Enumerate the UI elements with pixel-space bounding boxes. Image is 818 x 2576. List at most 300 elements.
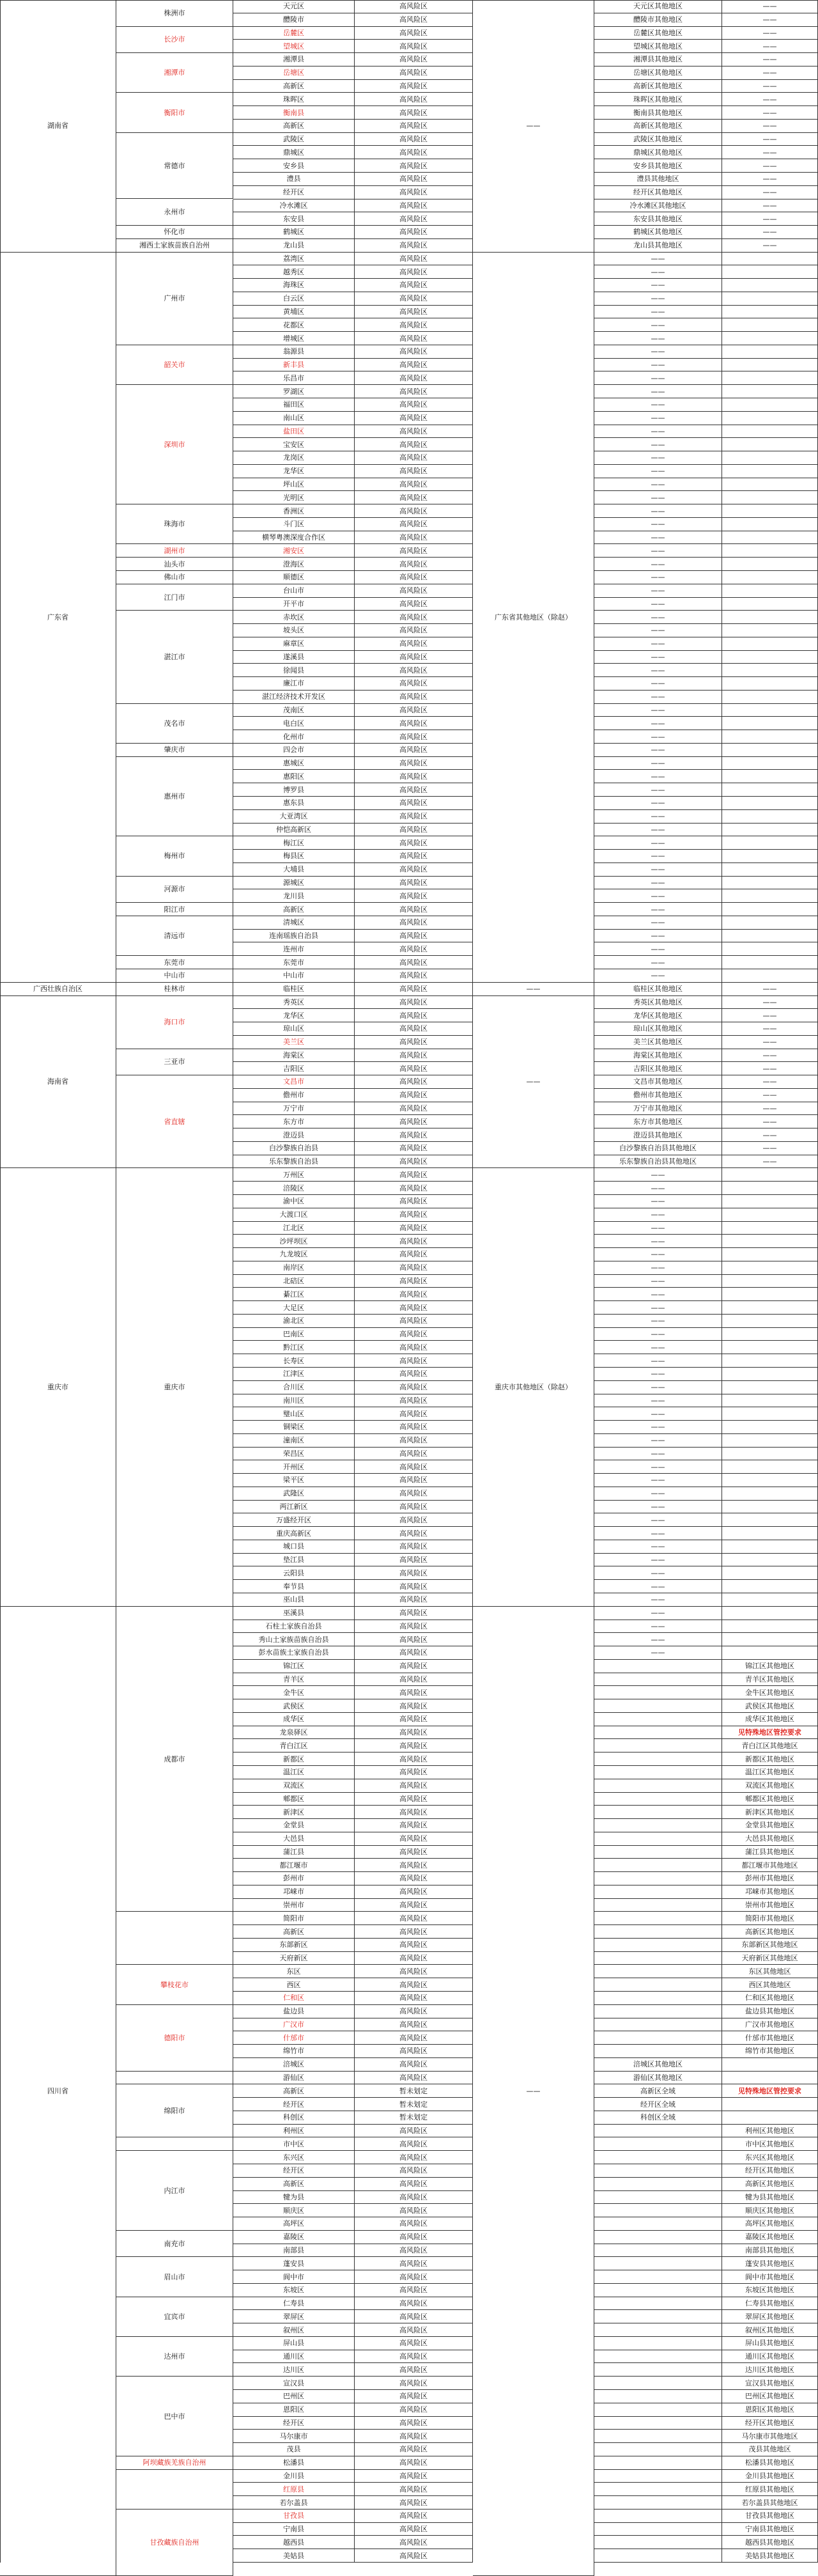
table-cell: ——	[722, 983, 818, 996]
table-cell: 化州市	[233, 730, 355, 744]
table-cell: 郫都区	[233, 1793, 355, 1806]
empty-cell	[722, 810, 818, 824]
table-cell: 海南省	[0, 996, 116, 1169]
empty-cell	[594, 2284, 722, 2297]
table-cell: 巴中市	[116, 2377, 233, 2456]
table-cell: 天元区	[233, 0, 355, 13]
table-cell: 高风险区	[355, 889, 473, 903]
table-cell: 临桂区其他地区	[594, 983, 722, 996]
table-cell: 珠晖区	[233, 93, 355, 106]
table-cell: ——	[594, 664, 722, 677]
table-cell: 松潘县	[233, 2456, 355, 2470]
table-cell: 暂未划定	[355, 2111, 473, 2125]
table-cell: 高风险区	[355, 1713, 473, 1726]
table-cell: ——	[594, 1275, 722, 1288]
table-cell: 高风险区	[355, 2204, 473, 2217]
table-cell: 高风险区	[355, 2470, 473, 2483]
table-cell: 高风险区	[355, 1513, 473, 1527]
empty-cell	[722, 1487, 818, 1501]
empty-cell	[722, 624, 818, 637]
table-cell: 武陵区	[233, 133, 355, 146]
table-cell: 高风险区	[355, 1155, 473, 1169]
table-cell: 高风险区	[355, 2430, 473, 2443]
table-cell: 湘安区	[233, 544, 355, 558]
table-cell: 见特殊地区管控要求	[722, 1726, 818, 1740]
table-cell: ——	[594, 265, 722, 279]
empty-cell	[722, 797, 818, 810]
empty-cell	[722, 1646, 818, 1660]
table-cell: 北碚区	[233, 1275, 355, 1288]
table-cell: ——	[594, 1222, 722, 1235]
table-cell: ——	[594, 717, 722, 730]
table-cell: 万盛经开区	[233, 1513, 355, 1527]
table-cell: ——	[594, 279, 722, 292]
table-cell: ——	[594, 770, 722, 783]
table-cell: 秀英区其他地区	[594, 996, 722, 1010]
table-cell: 大邑县	[233, 1832, 355, 1846]
table-cell: 高风险区	[355, 2549, 473, 2563]
empty-cell	[722, 1248, 818, 1261]
table-cell: 高风险区	[355, 2031, 473, 2045]
table-cell: 广汉市	[233, 2018, 355, 2032]
table-cell: 高风险区	[355, 770, 473, 783]
table-cell: 高风险区	[355, 1288, 473, 1301]
empty-cell	[722, 1554, 818, 1567]
table-cell: 高风险区	[355, 1819, 473, 1832]
table-cell: 甘孜县	[233, 2510, 355, 2523]
table-cell: 高新区其他地区	[594, 80, 722, 93]
table-cell: ——	[594, 345, 722, 359]
table-cell: ——	[594, 558, 722, 571]
table-cell: 沙坪坝区	[233, 1235, 355, 1248]
table-cell: 双流区	[233, 1779, 355, 1793]
table-cell: 渝中区	[233, 1195, 355, 1208]
empty-cell	[722, 1182, 818, 1195]
table-cell: 高风险区	[355, 1208, 473, 1222]
table-cell: 高风险区	[355, 2456, 473, 2470]
table-cell: ——	[722, 173, 818, 186]
table-cell: 高风险区	[355, 877, 473, 890]
table-cell: 茂南区	[233, 704, 355, 717]
table-cell: 广东省其他地区（除赵）	[473, 253, 594, 983]
table-cell: ——	[594, 611, 722, 624]
table-cell: 广西壮族自治区	[0, 983, 116, 996]
table-cell: 高风险区	[355, 159, 473, 173]
table-cell: 高风险区	[355, 1474, 473, 1487]
table-cell: 高风险区	[355, 2323, 473, 2337]
table-cell: 高风险区	[355, 691, 473, 704]
table-cell: 青羊区其他地区	[722, 1673, 818, 1687]
table-cell: 蒲江县	[233, 1846, 355, 1859]
table-cell: ——	[473, 996, 594, 1169]
table-cell: 醴陵市	[233, 13, 355, 27]
table-cell: 高风险区	[355, 1301, 473, 1315]
table-cell: 斗门区	[233, 518, 355, 531]
table-cell: 梅州市	[116, 836, 233, 876]
table-cell: 新丰县	[233, 359, 355, 372]
table-cell: 高风险区	[355, 2483, 473, 2496]
table-cell: 宝安区	[233, 438, 355, 451]
table-cell: 高风险区	[355, 664, 473, 677]
table-cell: 高风险区	[355, 1620, 473, 1634]
empty-cell	[722, 571, 818, 584]
table-cell: ——	[594, 491, 722, 504]
table-cell: 高风险区	[355, 2072, 473, 2085]
table-cell: 秀山土家族苗族自治县	[233, 1633, 355, 1646]
table-cell: 株洲市	[116, 0, 233, 27]
empty-cell	[722, 1381, 818, 1394]
table-cell: 台山市	[233, 584, 355, 598]
empty-cell	[722, 253, 818, 266]
table-cell: ——	[722, 13, 818, 27]
table-cell: 高风险区	[355, 1394, 473, 1408]
table-cell: 叙州区其他地区	[722, 2323, 818, 2337]
table-cell: 垫江县	[233, 1554, 355, 1567]
table-cell: 红原县其他地区	[722, 2483, 818, 2496]
empty-cell	[722, 717, 818, 730]
table-cell: 高风险区	[355, 1965, 473, 1978]
table-cell: 高风险区	[355, 199, 473, 213]
table-cell: 东方市	[233, 1115, 355, 1128]
table-cell: 中山市	[116, 969, 233, 983]
table-cell: 高风险区	[355, 1062, 473, 1075]
empty-cell	[722, 1195, 818, 1208]
table-cell: 高风险区	[355, 1646, 473, 1660]
table-cell: 高风险区	[355, 956, 473, 969]
table-cell: 高风险区	[355, 2058, 473, 2072]
empty-cell	[722, 863, 818, 877]
table-cell: 西区其他地区	[722, 1978, 818, 1992]
table-cell: ——	[722, 159, 818, 173]
table-cell: 巴州区其他地区	[722, 2390, 818, 2403]
table-cell: 长沙市	[116, 27, 233, 54]
table-cell: 东兴区其他地区	[722, 2151, 818, 2164]
empty-cell	[722, 345, 818, 359]
empty-cell	[722, 292, 818, 306]
empty-cell	[722, 371, 818, 385]
table-cell: 高风险区	[355, 451, 473, 465]
table-cell: 岳塘区	[233, 66, 355, 80]
table-cell: 仁和区	[233, 1992, 355, 2005]
table-cell: 龙川县	[233, 889, 355, 903]
table-cell: 高风险区	[355, 983, 473, 996]
table-cell: 湖南省	[0, 0, 116, 253]
empty-cell	[722, 531, 818, 545]
table-cell: 白云区	[233, 292, 355, 306]
table-cell: 高风险区	[355, 93, 473, 106]
empty-cell	[722, 916, 818, 930]
table-cell: 光明区	[233, 491, 355, 504]
table-cell: 通川区	[233, 2350, 355, 2364]
table-cell: 高风险区	[355, 1168, 473, 1182]
table-cell: ——	[722, 1062, 818, 1075]
table-cell: 东区	[233, 1965, 355, 1978]
table-cell: ——	[722, 66, 818, 80]
table-cell: ——	[473, 1607, 594, 2576]
empty-cell	[594, 1992, 722, 2005]
table-cell: 海口市	[116, 996, 233, 1049]
table-cell: 阆中市其他地区	[722, 2270, 818, 2284]
table-cell: 巴州区	[233, 2390, 355, 2403]
table-cell: 天府新区其他地区	[722, 1952, 818, 1965]
table-cell: ——	[594, 863, 722, 877]
empty-cell	[722, 1222, 818, 1235]
table-cell: 乐东黎族自治县	[233, 1155, 355, 1169]
table-cell: ——	[594, 1368, 722, 1381]
table-cell: 高风险区	[355, 279, 473, 292]
table-cell: 经开区	[233, 2417, 355, 2430]
table-cell: 龙华区其他地区	[594, 1009, 722, 1022]
table-cell: 游仙区	[233, 2072, 355, 2085]
table-cell: 白沙黎族自治县	[233, 1142, 355, 1155]
empty-cell	[722, 2072, 818, 2085]
empty-cell	[722, 1580, 818, 1593]
table-cell: 高风险区	[355, 1779, 473, 1793]
table-cell: ——	[594, 969, 722, 983]
table-cell: 赤坎区	[233, 611, 355, 624]
table-cell: 高风险区	[355, 13, 473, 27]
table-cell: 高风险区	[355, 797, 473, 810]
table-cell: 巴南区	[233, 1328, 355, 1341]
table-cell: 高风险区	[355, 824, 473, 837]
table-cell: 仲恺高新区	[233, 824, 355, 837]
table-cell: 高风险区	[355, 1660, 473, 1673]
table-cell: 邛崃市其他地区	[722, 1885, 818, 1899]
empty-cell	[722, 664, 818, 677]
empty-cell	[722, 425, 818, 439]
empty-cell	[722, 1633, 818, 1646]
table-cell: 高风险区	[355, 916, 473, 930]
table-cell: ——	[594, 478, 722, 492]
table-cell: ——	[722, 0, 818, 13]
table-cell: ——	[594, 1460, 722, 1474]
table-cell: 高风险区	[355, 757, 473, 770]
empty-cell	[722, 1593, 818, 1607]
table-cell: 高风险区	[355, 173, 473, 186]
table-cell: 茂县	[233, 2443, 355, 2456]
table-cell: 綦江区	[233, 1288, 355, 1301]
empty-cell	[722, 930, 818, 943]
table-cell: 高风险区	[355, 2510, 473, 2523]
empty-cell	[594, 2204, 722, 2217]
empty-cell	[722, 744, 818, 757]
table-cell: 金堂县其他地区	[722, 1819, 818, 1832]
table-cell: ——	[722, 120, 818, 133]
table-cell: 高风险区	[355, 120, 473, 133]
empty-cell	[722, 611, 818, 624]
table-cell: 温江区其他地区	[722, 1766, 818, 1779]
table-cell: ——	[594, 1513, 722, 1527]
table-cell: 锦江区	[233, 1660, 355, 1673]
empty-cell	[722, 969, 818, 983]
table-cell: 清远市	[116, 916, 233, 956]
table-cell: 高新区其他地区	[722, 1925, 818, 1939]
table-cell: 高风险区	[355, 504, 473, 518]
table-cell: ——	[594, 1354, 722, 1368]
table-cell: 高风险区	[355, 2178, 473, 2191]
table-cell: ——	[722, 996, 818, 1010]
table-cell: 屏山县其他地区	[722, 2337, 818, 2350]
table-cell: 衡南县	[233, 106, 355, 120]
table-cell: ——	[594, 744, 722, 757]
empty-cell	[722, 704, 818, 717]
table-cell: ——	[722, 1115, 818, 1128]
table-cell: 鹤城区	[233, 226, 355, 239]
table-cell: 高风险区	[355, 611, 473, 624]
table-cell: ——	[594, 425, 722, 439]
table-cell: 秀英区	[233, 996, 355, 1010]
table-cell: 横琴粤澳深度合作区	[233, 531, 355, 545]
empty-cell	[594, 2244, 722, 2258]
table-cell: 高风险区	[355, 398, 473, 412]
table-cell: 白沙黎族自治县其他地区	[594, 1142, 722, 1155]
table-cell: ——	[594, 544, 722, 558]
table-cell: 高风险区	[355, 2270, 473, 2284]
table-cell: 高风险区	[355, 1978, 473, 1992]
empty-cell	[722, 1527, 818, 1540]
table-cell: 涪陵区	[233, 1182, 355, 1195]
table-cell: 东坡区	[233, 2284, 355, 2297]
table-cell: ——	[594, 465, 722, 478]
table-cell: ——	[722, 186, 818, 199]
table-cell: 高风险区	[355, 412, 473, 425]
table-cell: 荣昌区	[233, 1448, 355, 1461]
table-cell: 经开区	[233, 186, 355, 199]
table-cell: ——	[594, 836, 722, 850]
table-cell: 经开区其他地区	[722, 2417, 818, 2430]
table-cell: 衡阳市	[116, 93, 233, 132]
table-cell: 高风险区	[355, 1633, 473, 1646]
empty-cell	[722, 651, 818, 664]
empty-cell	[722, 956, 818, 969]
table-cell: 美兰区	[233, 1036, 355, 1049]
table-cell: 巫山县	[233, 1593, 355, 1607]
empty-cell	[722, 465, 818, 478]
table-cell: 成华区其他地区	[722, 1713, 818, 1726]
empty-cell	[594, 1859, 722, 1872]
table-cell: ——	[722, 199, 818, 213]
table-cell: 高风险区	[355, 930, 473, 943]
empty-cell	[594, 2151, 722, 2164]
table-cell: ——	[594, 1182, 722, 1195]
table-cell: 南川区	[233, 1394, 355, 1408]
table-cell: 高风险区	[355, 1022, 473, 1036]
table-cell: 高风险区	[355, 584, 473, 598]
table-cell: 翠屏区	[233, 2310, 355, 2323]
empty-cell	[594, 1872, 722, 1885]
table-cell: ——	[594, 1407, 722, 1421]
table-cell: 达川区	[233, 2363, 355, 2377]
empty-cell	[722, 451, 818, 465]
table-cell: ——	[594, 531, 722, 545]
table-cell: 高风险区	[355, 744, 473, 757]
table-cell: 阆中市	[233, 2270, 355, 2284]
table-cell: ——	[594, 889, 722, 903]
table-cell: 高风险区	[355, 1275, 473, 1288]
table-cell: 连南瑶族自治县	[233, 930, 355, 943]
table-cell: ——	[594, 1540, 722, 1554]
table-cell: 盐边县	[233, 2005, 355, 2018]
table-cell: ——	[594, 1261, 722, 1275]
table-cell: 香洲区	[233, 504, 355, 518]
table-cell: 连州市	[233, 942, 355, 956]
table-cell: ——	[722, 1075, 818, 1089]
table-cell: ——	[722, 239, 818, 253]
table-cell: 高风险区	[355, 624, 473, 637]
table-cell: 东区其他地区	[722, 1965, 818, 1978]
empty-cell	[722, 783, 818, 797]
table-cell: 高风险区	[355, 465, 473, 478]
table-cell: 蒲江县其他地区	[722, 1846, 818, 1859]
table-cell: 经开区	[233, 2098, 355, 2111]
table-cell: 清城区	[233, 916, 355, 930]
table-cell: 彭州市	[233, 1872, 355, 1885]
table-cell: 高风险区	[355, 1421, 473, 1434]
table-cell: 高风险区	[355, 1261, 473, 1275]
table-cell: ——	[594, 1434, 722, 1448]
table-cell: 石柱土家族自治县	[233, 1620, 355, 1634]
empty-cell	[722, 691, 818, 704]
table-cell: 高风险区	[355, 969, 473, 983]
table-cell: 坪山区	[233, 478, 355, 492]
empty-cell	[594, 1952, 722, 1965]
empty-cell	[594, 1925, 722, 1939]
table-cell: ——	[722, 1089, 818, 1102]
empty-cell	[722, 757, 818, 770]
table-cell: 高风险区	[355, 1752, 473, 1766]
empty-cell	[722, 1620, 818, 1634]
table-cell: 大足区	[233, 1301, 355, 1315]
table-cell: 南部县其他地区	[722, 2244, 818, 2258]
table-cell: ——	[722, 93, 818, 106]
empty-cell	[116, 2470, 233, 2510]
table-cell: 安乡县其他地区	[594, 159, 722, 173]
table-cell: 长寿区	[233, 1354, 355, 1368]
table-cell: 南岸区	[233, 1261, 355, 1275]
table-cell: 东部新区	[233, 1939, 355, 1952]
table-cell: ——	[594, 504, 722, 518]
table-cell: 衡南县其他地区	[594, 106, 722, 120]
table-cell: 澧县	[233, 173, 355, 186]
table-cell: ——	[594, 1554, 722, 1567]
table-cell: 高风险区	[355, 1182, 473, 1195]
empty-cell	[594, 2417, 722, 2430]
empty-cell	[722, 438, 818, 451]
empty-cell	[722, 1474, 818, 1487]
table-cell: 甘孜县其他地区	[722, 2510, 818, 2523]
table-cell: 松潘县其他地区	[722, 2456, 818, 2470]
table-cell: 四会市	[233, 744, 355, 757]
empty-cell	[722, 1501, 818, 1514]
table-cell: 高风险区	[355, 1381, 473, 1394]
table-cell: 阳江市	[116, 903, 233, 916]
table-cell: 湘潭市	[116, 53, 233, 93]
table-cell: 珠晖区其他地区	[594, 93, 722, 106]
table-cell: 深圳市	[116, 385, 233, 504]
empty-cell	[594, 2337, 722, 2350]
empty-cell	[594, 1793, 722, 1806]
table-cell: ——	[594, 371, 722, 385]
empty-cell	[722, 1261, 818, 1275]
table-cell: 重庆市其他地区（除赵）	[473, 1168, 594, 1606]
table-cell: 经开区	[233, 2164, 355, 2178]
table-cell: 高风险区	[355, 2005, 473, 2018]
table-cell: 龙华区	[233, 465, 355, 478]
table-cell: 高风险区	[355, 598, 473, 611]
table-cell: 高风险区	[355, 651, 473, 664]
empty-cell	[116, 1912, 233, 1965]
empty-cell	[594, 2483, 722, 2496]
